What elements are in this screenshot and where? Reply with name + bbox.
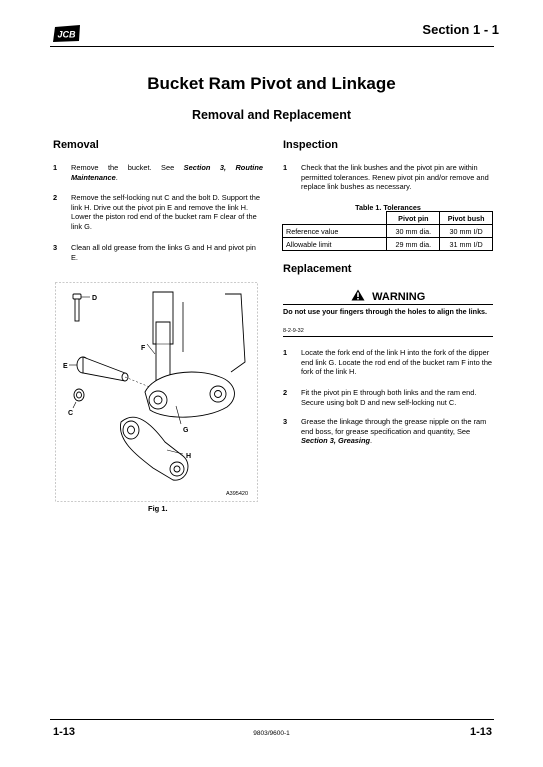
inspection-heading: Inspection [283,139,339,151]
warning-triangle-icon [351,289,365,301]
figure-caption: Fig 1. [148,504,168,513]
page-subtitle: Removal and Replacement [191,108,352,122]
step-number: 3 [53,243,58,252]
warning-code: 8-2-9-32 [283,328,304,334]
header-blank [283,212,387,225]
jcb-logo [52,24,82,43]
table-caption: Table 1. Tolerances [355,203,421,212]
table-row [283,238,493,251]
step-number: 2 [53,193,58,202]
figure-code: A395420 [226,491,249,497]
page-title: Bucket Ram Pivot and Linkage [147,74,396,93]
step-text: Remove the bucket. See Section 3, Routine Maintenance. [71,163,263,182]
label-g: G [183,427,189,434]
table-cell: 30 mm dia. [387,225,440,238]
document-code: 9803/9600-1 [253,730,290,737]
step-text: Clean all old grease from the links G and H and pivot pin E. [71,243,256,262]
page-number-left: 1-13 [53,726,76,738]
table-cell: Allowable limit [283,238,387,251]
step-number: 3 [283,417,288,426]
step-number: 2 [283,388,288,397]
removal-step-1 [53,163,263,183]
table-cell: 29 mm dia. [387,238,440,251]
header-rule [50,46,494,47]
label-e: E [63,363,68,370]
removal-heading: Removal [53,139,99,151]
replacement-step-1 [283,348,493,378]
logo-text: JCB [57,29,76,40]
label-d: D [92,295,98,302]
removal-step-2 [53,193,263,233]
step-text: Locate the fork end of the link H into the fork of the dipper end link G. Locate the rod end of the bucket ram F into the fork of the link H. [301,348,493,377]
footer-rule [50,719,494,720]
step-number: 1 [283,163,288,172]
section-title: Section 1 - 1 [422,22,499,37]
replacement-step-3 [283,417,493,447]
inspection-step-1 [283,163,493,193]
section-reference: Section 3, Greasing [301,436,371,446]
page-number-right: 1-13 [469,726,492,738]
replacement-step-2 [283,388,493,408]
tolerances-table [282,211,493,251]
step-number: 1 [53,163,58,172]
warning-text: Do not use your fingers through the holes to align the links. [283,307,488,316]
table-cell: Reference value [283,225,387,238]
step-text: Check that the link bushes and the pivot pin are within permitted tolerances. Renew pivot pin and/or remove and replace link bushes as necessary. [301,163,489,192]
warning-rule-top [283,304,493,305]
section-reference: Section 3, Routine Maintenance [71,163,263,182]
step-text: Fit the pivot pin E through both links and the ram end. Secure using bolt D and new self-locking nut C. [301,388,477,407]
warning-title: WARNING [372,291,426,303]
label-f: F [141,345,146,352]
table-header-row [283,212,493,225]
step-text: Grease the linkage through the grease nipple on the ram end boss, for grease specification and quantity, See Section 3, Greasing. [301,417,487,446]
table-cell: 30 mm I/D [440,225,493,238]
table-row [283,225,493,238]
warning-rule-bottom [283,336,493,337]
label-h: H [186,453,192,460]
step-number: 1 [283,348,288,357]
warning-banner [283,287,493,303]
header-pivot-pin: Pivot pin [387,212,440,225]
replacement-heading: Replacement [283,263,352,275]
table-cell: 31 mm I/D [440,238,493,251]
label-c: C [68,410,74,417]
step-text: Remove the self-locking nut C and the bolt D. Support the link H. Drive out the pivot pin E and remove the link H. Lower the piston rod end of the bucket ram F clear of the link G. [71,193,260,231]
removal-step-3 [53,243,263,263]
linkage-illustration [55,282,258,502]
header-pivot-bush: Pivot bush [440,212,493,225]
